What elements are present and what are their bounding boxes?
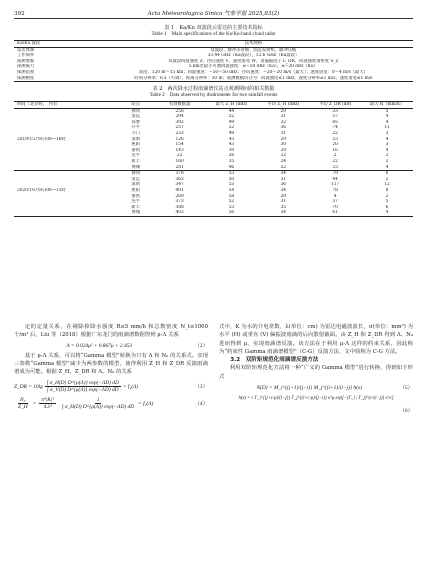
equation-6-body: h(x) = c Γ_i^{(j+c·μ)/(i−j)} Γ_j^{(i+c·μ)/(j−i)} x^μ exp[−(Γ_i / Γ_j)^{c/(i−j)} x^c] [238, 396, 394, 402]
table2-cell-value: 52 [228, 125, 235, 131]
equation-5-number: （5） [399, 385, 413, 392]
table2-cell-value: 3 [385, 130, 389, 136]
table2-header: 站点 [131, 102, 140, 107]
equation-2-number: （2） [194, 342, 208, 349]
journal-name-cn: 气象学报 [224, 11, 247, 17]
table2-cell-station: 新丰 [131, 158, 140, 164]
paragraph: 基于 μ-Λ 关系，可以将“Gamma 模型”转换为只有 Λ 和 N₀ 的关系式。实现三参数“Gamma 模型”减少为两参数的模型，使得利用 Z_H 和 Z_DR 反演雨滴谱成为可能。根据 Z_H、Z_DR 和 Λ、N₀ 的关系 [14, 352, 208, 376]
table1-header: 技术规格 [244, 41, 262, 46]
running-head [14, 7, 413, 17]
table2-cell-value: 22 [176, 153, 183, 159]
table2-cell-station: 斗门 [131, 130, 140, 136]
table2-group-date: 2020年6月8日06—13时 [17, 187, 66, 193]
equation-2 [14, 342, 208, 350]
table2-cell-value: 22 [332, 130, 338, 136]
table2-cell-value: 56 [228, 210, 235, 216]
table2-row [14, 210, 413, 216]
equation-6-number: （6） [399, 407, 413, 414]
equation-6-number-row [219, 407, 413, 415]
equation-2-body: Λ = 0.024μ² + 0.867μ + 2.453 [66, 342, 133, 349]
table1-cell-value: 双波段回波强度 Z、径向速度 V、速度谱宽 W，退偏振因子 L_DR，回波强度谱密度 S_Z [168, 58, 339, 64]
table2-cell-station: 博城 [131, 210, 140, 216]
table2-cell-value: 22 [280, 153, 287, 159]
table2-cell-station: 连平 [131, 153, 140, 159]
table1-caption-en: Table 1 Main specifications of the Ka/Ku-band cloud radar [151, 31, 276, 38]
table2-cell-value: 4 [385, 119, 389, 125]
table2-cell-value: 52 [228, 199, 235, 205]
table2-cell-value: 4 [385, 114, 389, 120]
table2-cell-value: 363 [175, 176, 184, 182]
table2-cell-value: 294 [175, 114, 184, 120]
table2-cell-value: 53 [228, 171, 235, 177]
table2-cell-value: 20 [332, 142, 338, 148]
table2-cell-value: 34 [280, 171, 287, 177]
table2-cell-value: 57 [332, 114, 338, 120]
table2-cell-value: 39 [228, 147, 235, 153]
table2-cell-value: 85 [332, 119, 338, 125]
table2-cell-value: 388 [175, 204, 184, 210]
paragraph: 定的定量关系，在剔除掉降水强度 R≤5 mm/h 和总数密度 N_t≤1000 个/m³ 后，Liu 等（2018）根据广东龙门的雨滴谱数据得到 μ-Λ 关系 [14, 324, 208, 339]
equation-3-number: （3） [194, 383, 208, 390]
body-column-left [14, 323, 208, 414]
table2-cell-value: 31 [280, 130, 287, 136]
table2-cell-value: 35 [228, 158, 235, 164]
table2-cell-value: 32 [280, 164, 287, 170]
table2-cell-value: 49 [228, 119, 235, 125]
table2-cell-station: 惠阳 [131, 142, 140, 148]
equation-4-lhs-numerator: N₀ [20, 396, 26, 403]
table2-cell-value: 31 [280, 199, 287, 205]
table1-cell-value: 高度：120 m～15 km；回波强度：−50～50 dBz；径向速度：−20～20 m/s（最大）；速度谱宽：0～4 m/s（最大） [138, 69, 368, 75]
table2-cell-value: 33 [332, 108, 338, 114]
table1-header-row [14, 41, 413, 48]
table2-caption-en: Table 2 Data observed by disdrometer for two rainfall events [149, 92, 278, 99]
equation-4-rhs: = f₂(Λ) [138, 400, 154, 407]
table2-cell-value: 160 [175, 158, 184, 164]
table1-cell-value: 双波段、脉冲多普勒、固态发射机、脉冲压缩 [210, 47, 297, 53]
table2-cell-value: 43 [228, 142, 235, 148]
table2-group-spacer [14, 210, 118, 216]
table2-cell-value: 143 [175, 147, 184, 153]
table2-cell-value: 29 [280, 193, 287, 199]
table2-cell-value: 53 [228, 204, 235, 210]
table2-cell-value: 256 [175, 108, 184, 114]
table1-caption-cn: 表 1 Ka/Ku 双波段云雷达的主要技术指标 [164, 25, 263, 31]
table2-cell-value: 5 [385, 199, 389, 205]
table2-cell-value: 49 [228, 130, 235, 136]
table2-caption [0, 86, 427, 98]
table2-cell-value: 2 [333, 153, 337, 159]
table2-cell-value: 36 [280, 125, 287, 131]
table1-cell-label: 探测精度 [17, 75, 35, 81]
table1-cell-label: 探测要素 [17, 58, 35, 64]
table2-cell-value: 53 [332, 136, 338, 142]
table2-cell-station: 深圳 [131, 182, 140, 188]
table2-cell-value: 32 [280, 119, 287, 125]
body-column-right [219, 323, 413, 415]
table2-cell-station: 惠阳 [131, 187, 140, 193]
table2-cell-station: 深圳 [131, 136, 140, 142]
journal-name [148, 9, 280, 17]
table2-cell-value: 43 [228, 136, 235, 142]
table2-cell-value: 6 [385, 204, 389, 210]
table2-cell-value: 53 [228, 182, 235, 188]
table2-cell-value: 269 [175, 193, 184, 199]
table2-cell-value: 126 [175, 136, 184, 142]
equation-4-lhs-denominator: Z_H [18, 404, 28, 411]
equation-3 [14, 380, 208, 394]
equation-4-integral-fraction [60, 397, 136, 411]
table2-cell-value: 11 [384, 125, 390, 131]
header-rule [14, 18, 413, 19]
table2-cell-value: 4 [385, 210, 389, 216]
equation-4-integral-denominator: ∫ σ_H(D) D^{μ(Λ)} exp(−ΛD) dD [62, 404, 135, 411]
table2-cell-value: 4 [385, 136, 389, 142]
section-heading: 3.2 双阶矩规范化雨滴谱反演方法 [230, 357, 319, 364]
table2-cell-value: 61 [332, 210, 338, 216]
table2-header: 时间（北京时，下同） [17, 102, 60, 107]
table2-cell-value: 58 [228, 193, 235, 199]
table2-cell-station: 佛冈 [131, 108, 140, 114]
table2-cell-value: 52 [228, 114, 235, 120]
table2-cell-value: 34 [280, 187, 287, 193]
table2-cell-value: 257 [175, 125, 184, 131]
table2-cell-value: 2 [385, 158, 389, 164]
table2-cell-value: 74 [332, 125, 338, 131]
table2-cell-station: 博城 [131, 164, 140, 170]
table2 [14, 101, 413, 217]
table1-cell-label: 工作频率 [17, 53, 35, 59]
table2-cell-station: 开平 [131, 125, 140, 131]
table2-cell-value: 4 [333, 193, 337, 199]
table1-cell-label: 探测范围 [17, 69, 35, 75]
equation-3-lhs: Z_DR = 10lg [14, 383, 43, 390]
page-number: 392 [14, 11, 25, 17]
table1-caption [0, 25, 427, 37]
table2-cell-value: 154 [175, 142, 184, 148]
equation-4-const-fraction [39, 397, 56, 411]
table2-cell-value: 233 [175, 130, 184, 136]
equation-4: $\frac{\text{N₀}}{Z\_H}$ = $\frac{\text{π⁴|K|²}}{\text{4.λ⁴}}$ $\frac{1}{\int \sigma\_H(D) D\^{}\{\mu(\Lambda)\} \exp(-\Lambda D) dD}$ = f₂(Λ) （4） [18, 396, 208, 411]
table2-cell-value: 8 [385, 187, 389, 193]
table2-header: 平均 Z_DR (dB) [318, 102, 352, 107]
equation-4-integral-numerator: 1 [96, 396, 100, 403]
table2-cell-value: 5 [385, 108, 389, 114]
table2-group-date: 2019年5月8日08—16时 [17, 136, 66, 142]
equation-3-rhs: = f₁(Λ) [122, 383, 139, 390]
table2-cell-value: 117 [331, 182, 340, 188]
table2-cell-station: 佛冈 [131, 171, 140, 177]
paragraph: 式中，K 为水的介电常数，λ(单位：cm) 为雷达电磁波波长，σ(单位：mm²) 为水平 (H) 或垂直 (V) 偏振波雨滴的后向散射截面。由 Z_H 和 Z_DR 得到 Λ、N₀ 进而得到 μ，实现雨滴谱反演。该方法在于利用 μ-Λ 这样的约束关系，因此称为“约束性 Gamma 雨滴谱模型”（C-G）反演方法，文中简称为 C-G 方法。 [219, 324, 413, 355]
equation-4-number: （4） [194, 400, 208, 407]
table2-cell-station: 连平 [131, 199, 140, 205]
table1 [14, 40, 413, 82]
table2-cell-value: 6 [385, 171, 389, 177]
table2-cell-value: 33 [332, 164, 338, 170]
equation-3-denominator: ∫ σ_V(D) D^{μ(Λ)} exp(−ΛD) dD [47, 387, 119, 394]
table2-cell-value: 24 [280, 158, 287, 164]
table2-body [14, 108, 413, 216]
table2-cell-value: 29 [280, 108, 287, 114]
table2-cell-value: 34 [280, 210, 287, 216]
table2-header: 最大 Z_H (dBz) [215, 102, 248, 107]
table2-cell-value: 44 [332, 176, 338, 182]
table2-cell-value: 403 [175, 210, 184, 216]
table2-cell-value: 35 [280, 204, 287, 210]
table1-header: Ka/Ku 波段 [17, 41, 41, 46]
equation-3-numerator: ∫ σ_H(D) D^{μ(Λ)} exp(−ΛD) dD [46, 379, 119, 386]
table1-row [14, 76, 413, 82]
table2-cell-value: 54 [228, 187, 235, 193]
table2-cell-value: 31 [280, 176, 287, 182]
table1-cell-value: 5 km处最小可测回波强度：≤−50 dBz（Ka），≤−20 dBz（Ku） [188, 64, 318, 70]
table2-cell-value: 12 [384, 182, 390, 188]
table2-cell-value: 2 [385, 153, 389, 159]
equation-3-fraction [45, 380, 121, 394]
journal-name-en: Acta Meteorologica Sinica [147, 11, 223, 17]
table2-cell-value: 392 [175, 119, 184, 125]
equation-4-lhs-fraction [16, 397, 30, 411]
table2-cell-value: 3 [385, 142, 389, 148]
journal-issue: 2025,83(2) [248, 11, 280, 17]
table2-cell-value: 79 [332, 171, 338, 177]
table2-cell-value: 26 [228, 153, 235, 159]
table2-cell-value: 78 [332, 187, 338, 193]
table1-cell-value: 时间分辨率：6 s（可调），距离分辨率：30 m；观测数据均分为：回波强度≤1 dBz，速度分辨率≤1 m/s，速度谱宽≤1 m/s [134, 75, 373, 81]
table2-header-row [14, 102, 413, 109]
table2-cell-value: 347 [175, 182, 184, 188]
table2-cell-station: 番禺 [131, 147, 140, 153]
table2-cell-value: 2 [385, 193, 389, 199]
table2-cell-value: 29 [280, 147, 287, 153]
table2-cell-value: 37 [332, 199, 338, 205]
table2-cell-value: 31 [280, 114, 287, 120]
equation-5 [219, 384, 413, 392]
table2-cell-value: 401 [175, 187, 184, 193]
table2-cell-value: 30 [280, 142, 287, 148]
table2-cell-station: 清远 [131, 176, 140, 182]
equation-6 [219, 395, 413, 403]
table2-cell-value: 4 [385, 147, 389, 153]
table2-cell-station: 高要 [131, 119, 140, 125]
paragraph: 利用双阶矩规范化方法将一种“广义的 Gamma 模型”进行转换，得到如下形式 [219, 365, 413, 380]
table1-body [14, 47, 413, 82]
table2-header: 有效数据量 [168, 102, 191, 107]
table2-cell-value: 16 [332, 147, 338, 153]
table2-cell-value: 2 [385, 176, 389, 182]
table2-cell-value: 36 [280, 182, 287, 188]
table2-cell-value: 50 [228, 176, 235, 182]
table2-cell-value: 378 [175, 171, 184, 177]
table1-cell-label: 探测威力 [17, 64, 35, 70]
table2-cell-value: 22 [332, 158, 338, 164]
equation-5-body: N(D) = M_i^{(j+1)/(j−i)} M_j^{(i+1)/(i−j)} h(x) [256, 385, 363, 392]
table2-cell-station: 番禺 [131, 193, 140, 199]
table2-cell-value: 70 [332, 204, 338, 210]
table2-header: 最大 R（mm/h） [369, 102, 405, 107]
table2-cell-station: 新丰 [131, 204, 140, 210]
table2-cell-value: 46 [228, 164, 235, 170]
table1-cell-value: 33.44 GHz（Ka波段），13.6 GHz（Ku波段） [207, 53, 300, 59]
table2-cell-value: 29 [280, 136, 287, 142]
table2-cell-value: 281 [175, 164, 184, 170]
equation-4-const-denominator: 4.λ⁴ [43, 404, 52, 411]
equation-4-const-numerator: π⁴|K|² [41, 396, 54, 403]
table2-caption-cn: 表 2 两次降水过程雨滴谱仪站点观测期间的相关数据 [152, 86, 275, 92]
table2-header: 平均 Z_H (dBz) [267, 102, 300, 107]
table1-cell-label: 雷达体制 [17, 47, 35, 53]
table2-cell-value: 44 [228, 108, 235, 114]
table2-cell-value: 373 [175, 199, 184, 205]
table2-cell-value: 4 [385, 164, 389, 170]
table2-cell-station: 清远 [131, 114, 140, 120]
